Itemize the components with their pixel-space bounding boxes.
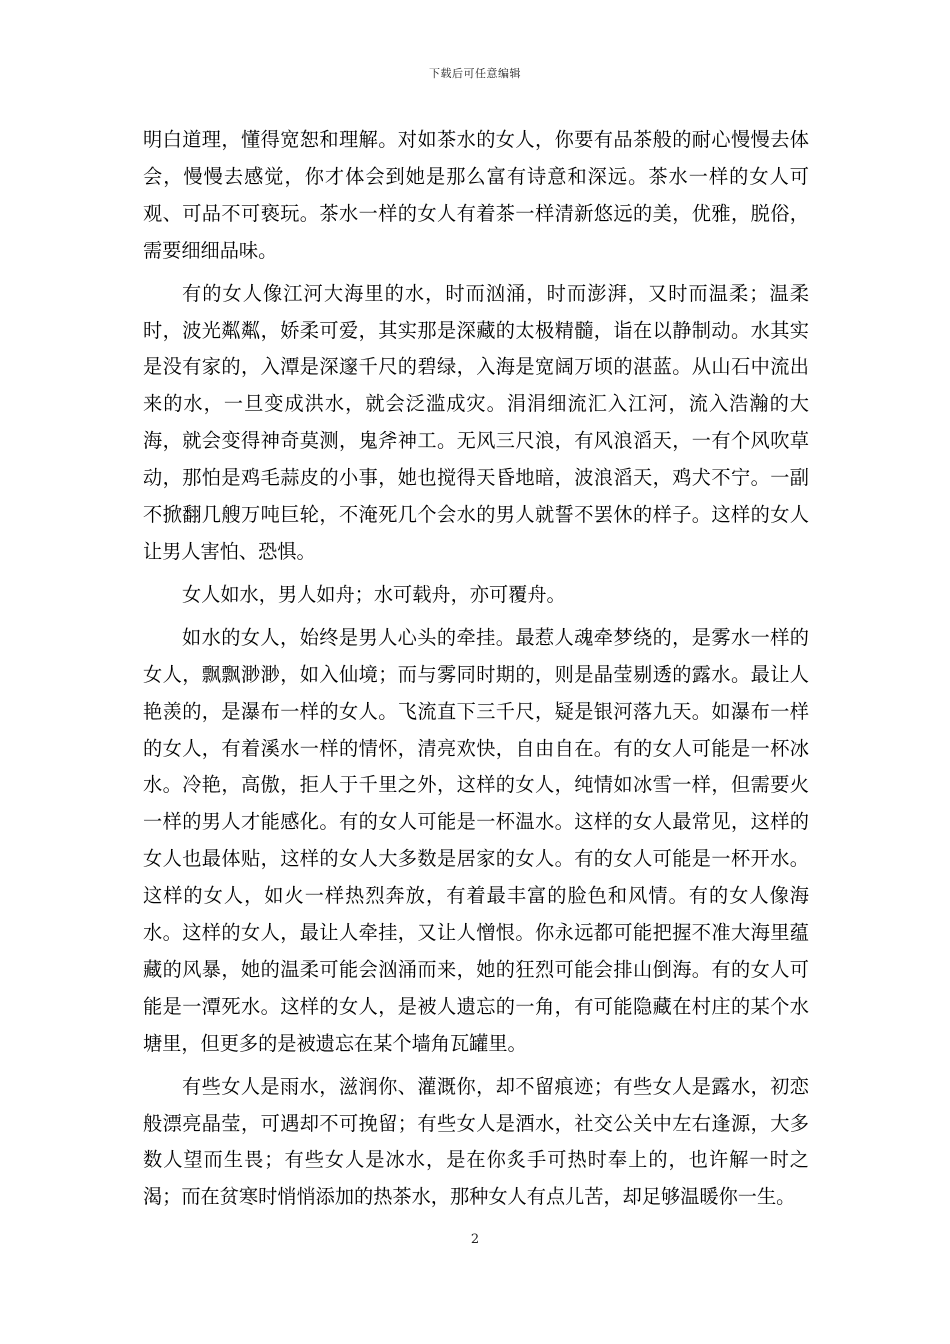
paragraph-1: 明白道理，懂得宽恕和理解。对如茶水的女人，你要有品茶般的耐心慢慢去体会，慢慢去感觉，你才体会到她是那么富有诗意和深远。茶水一样的女人可观、可品不可亵玩。茶水一样的女人有着茶一样清新悠远的美，优雅，脱俗，需要细细品味。 (143, 128, 809, 262)
paragraph-5: 有些女人是雨水，滋润你、灌溉你，却不留痕迹；有些女人是露水，初恋般漂亮晶莹，可遇却不可挽留；有些女人是酒水，社交公关中左右逢源，大多数人望而生畏；有些女人是冰水，是在你炙手可热时奉上的，也许解一时之渴；而在贫寒时悄悄添加的热茶水，那种女人有点儿苦，却足够温暖你一生。 (143, 1074, 809, 1209)
body-text (143, 122, 809, 1222)
page-header: 下载后可任意编辑 (429, 67, 521, 80)
paragraph-3: 女人如水，男人如舟；水可载舟，亦可覆舟。 (182, 582, 566, 606)
paragraph-4: 如水的女人，始终是男人心头的牵挂。最惹人魂牵梦绕的，是雾水一样的女人，飘飘渺渺，如入仙境；而与雾同时期的，则是晶莹剔透的露水。最让人艳羡的，是瀑布一样的女人。飞流直下三千尺，疑是银河落九天。如瀑布一样的女人，有着溪水一样的情怀，清亮欢快，自由自在。有的女人可能是一杯冰水。冷艳，高傲，拒人于千里之外，这样的女人，纯情如冰雪一样，但需要火一样的男人才能感化。有的女人可能是一杯温水。这样的女人最常见，这样的女人也最体贴，这样的女人大多数是居家的女人。有的女人可能是一杯开水。这样的女人，如火一样热烈奔放，有着最丰富的脸色和风情。有的女人像海水。这样的女人，最让人牵挂，又让人憎恨。你永远都可能把握不准大海里蕴藏的风暴，她的温柔可能会汹涌而来，她的狂烈可能会排山倒海。有的女人可能是一潭死水。这样的女人，是被人遗忘的一角，有可能隐藏在村庄的某个水塘里，但更多的是被遗忘在某个墙角瓦罐里。 (143, 625, 809, 1055)
paragraph-2: 有的女人像江河大海里的水，时而汹涌，时而澎湃，又时而温柔；温柔时，波光粼粼，娇柔可爱，其实那是深藏的太极精髓，诣在以静制动。水其实是没有家的，入潭是深邃千尺的碧绿，入海是宽阔万顷的湛蓝。从山石中流出来的水，一旦变成洪水，就会泛滥成灾。涓涓细流汇入江河，流入浩瀚的大海，就会变得神奇莫测，鬼斧神工。无风三尺浪，有风浪滔天，一有个风吹草动，那怕是鸡毛蒜皮的小事，她也搅得天昏地暗，波浪滔天，鸡犬不宁。一副不掀翻几艘万吨巨轮，不淹死几个会水的男人就誓不罢休的样子。这样的女人让男人害怕、恐惧。 (143, 281, 809, 563)
page-number: 2 (470, 1232, 480, 1247)
